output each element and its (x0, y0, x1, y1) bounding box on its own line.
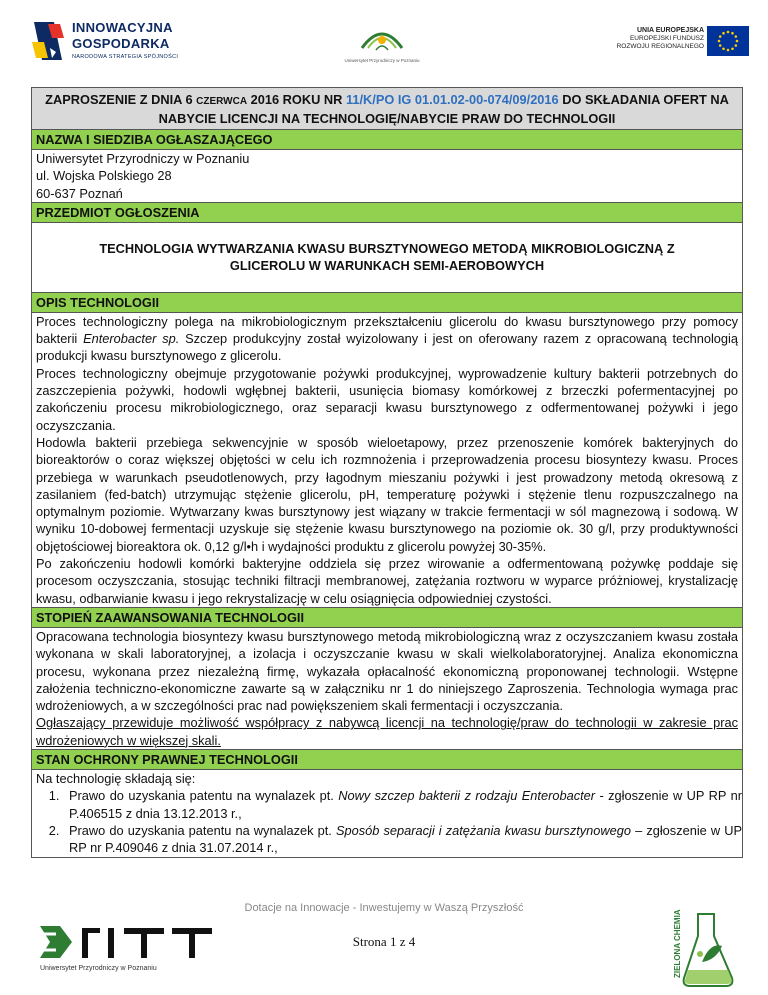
description-paragraph: Po zakończeniu hodowli komórki bakteryjne oddziela się przez wirowanie a odfermentowaną pożywkę poddaje się procesom oczyszczania, stosując techniki filtracji membranowej, zatężania roztworu w wyparce próżniowej, krystalizację kwasu, odbarwianie kwasu i jego rekrystalizację w celu osiągnięcia odpowiedniej czystości. (36, 556, 738, 606)
announcer-line: ul. Wojska Polskiego 28 (36, 168, 172, 184)
section-title-description: OPIS TECHNOLOGII (32, 292, 742, 313)
cooperation-note: Ogłaszający przewiduje możliwość współpracy z nabywcą licencji na technologię/praw do technologii w zakresie prac wdrożeniowych w większej skali. (36, 715, 738, 748)
advancement-paragraph: Opracowana technologia biosyntezy kwasu bursztynowego metodą mikrobiologiczną wraz z oczyszczaniem kwasu została wykonana w skali laboratoryjnej, a izolacja i oczyszczanie kwasu w skali wielkolaboratoryjnej. Analiza ekonomiczna procesu, wykonana przez niezależną firmę, wykazała opłacalność ekonomiczną proponowanej technologii. Wstępne założenia techniczno-ekonomiczne zawarte są w załączniku nr 1 do niniejszego Zaproszenia. Technologia wymaga prac wdrożeniowych, a w szczególności prac nad powiększeniem skali fermentacji i oczyszczania. (36, 628, 738, 714)
eu-logo-line2: EUROPEJSKI FUNDUSZ (629, 35, 704, 42)
announcer-line: Uniwersytet Przyrodniczy w Poznaniu (36, 151, 250, 166)
description-paragraph (32, 313, 742, 365)
eu-logo-line1: UNIA EUROPEJSKA (636, 27, 704, 34)
description-paragraph: Proces technologiczny obejmuje przygotowanie pożywki produkcyjnej, wyprowadzenie kultury bakterii potrzebnych do zaszczepienia pożywki, hodowli wgłębnej bakterii, usunięcia biomasy komórkowej z brzeczki pofermentacyjnej po zakończeniu procesu mikrobiologicznego, oraz separacji kwasu bursztynowego z odfermentowanej pożywki i jego oczyszczania. (36, 365, 738, 433)
heading-part1: ZAPROSZENIE Z DNIA 6 (45, 92, 197, 107)
zielona-chemia-logo (672, 906, 744, 990)
patent-text: Prawo do uzyskania patentu na wynalazek pt. (69, 822, 336, 838)
patent-list (32, 787, 742, 856)
announcer-line: 60-637 Poznań (36, 185, 123, 201)
patent-text: – zgłoszenie w UP RP nr P.409046 z dnia 31.07.2014 r., (69, 822, 742, 856)
bacteria-name: Enterobacter sp. (83, 331, 180, 347)
header-logos (0, 0, 768, 80)
description-paragraph: Hodowla bakterii przebiega sekwencyjnie w sposób wieloetapowy, przez przenoszenie komórek bakteryjnych do bioreaktorów o coraz większej objętości w celu ich rozmnożenia i przeprowadzenia procesu biosyntezy kwasu. Proces przebiega w warunkach pseudotlenowych, przy łagodnym mieszaniu pożywki i jest prowadzony metodą okresową z zasilaniem (fed-batch) utrzymując stężenie glicerolu, pH, temperaturę pożywki i stężenie tlenu rozpuszczalnego na optymalnym poziomie. Wytwarzany kwas bursztynowy jest wiązany w trakcie fermentacji w sól magnezową i sodową. W wyniku 10-dobowej fermentacji uzyskuje się stężenie kwasu bursztynowego na poziomie ok. 30 g/l, przy produktywności objętościowej bioreaktora ok. 0,12 g/l•h i wydajności produktu z glicerolu powyżej 30-35%. (36, 434, 738, 554)
patent-item (63, 787, 742, 822)
heading-month: CZERWCA (196, 96, 248, 107)
section-title-protection: STAN OCHRONY PRAWNEJ TECHNOLOGII (32, 749, 742, 770)
ig-logo-mark-icon (30, 18, 66, 64)
patent-title: Sposób separacji i zatężania kwasu bursztynowego (335, 822, 632, 838)
eitt-logo (32, 920, 222, 980)
university-logo (342, 18, 422, 76)
technology-title: TECHNOLOGIA WYTWARZANIA KWASU BURSZTYNOWEGO METODĄ MIKROBIOLOGICZNĄ Z GLICEROLU W WARUNKACH SEMI-AEROBOWYCH (99, 240, 675, 273)
announcement-frame (31, 87, 743, 858)
eu-logo-line3: ROZWOJU REGIONALNEGO (616, 43, 704, 50)
patent-title: Nowy szczep bakterii z rodzaju Enterobacter (338, 788, 596, 804)
eu-logo (608, 26, 748, 66)
section-title-announcer: NAZWA I SIEDZIBA OGŁASZAJĄCEGO (32, 130, 742, 150)
ig-logo-line3: NARODOWA STRATEGIA SPÓJNOŚCI (72, 54, 179, 60)
announcer-address (32, 150, 742, 202)
university-emblem-icon (342, 18, 422, 58)
zc-logo-text: ZIELONA CHEMIA (673, 909, 682, 978)
heading-number: 11/K/PO IG 01.01.02-00-074/09/2016 (345, 92, 559, 107)
patent-text: - zgłoszenie w UP RP nr P.406515 z dnia 13.12.2013 r., (69, 788, 742, 821)
innowacyjna-gospodarka-logo (30, 18, 180, 64)
patent-item (63, 822, 742, 857)
description-text: Proces technologiczny polega na mikrobiologicznym przekształceniu glicerolu do kwasu bursztynowego przy pomocy bakterii (36, 313, 738, 347)
heading-part2: 2016 ROKU NR (247, 92, 346, 107)
footer-slogan: Dotacje na Innowacje - Inwestujemy w Waszą Przyszłość (244, 902, 524, 914)
patent-text: Prawo do uzyskania patentu na wynalazek pt. (69, 788, 339, 804)
protection-intro: Na technologię składają się: (36, 771, 196, 787)
zielona-chemia-icon (672, 906, 744, 990)
eu-logo-text (608, 27, 704, 51)
ig-logo-line2: GOSPODARKA (72, 36, 170, 51)
section-title-advancement: STOPIEŃ ZAAWANSOWANIA TECHNOLOGII (32, 607, 742, 628)
eu-flag-icon (707, 26, 749, 56)
eitt-logo-caption: Uniwersytet Przyrodniczy w Poznaniu (40, 965, 157, 972)
section-title-subject: PRZEDMIOT OGŁOSZENIA (32, 202, 742, 223)
announcement-heading (32, 88, 742, 130)
university-logo-caption: Uniwersytet Przyrodniczy w Poznaniu (344, 58, 420, 63)
ig-logo-line1: INNOWACYJNA (72, 20, 173, 35)
heading-part3: DO SKŁADANIA OFERT NA NABYCIE LICENCJI NA TECHNOLOGIĘ/NABYCIE PRAW DO TECHNOLOGII (158, 92, 729, 126)
page-number: Strona 1 z 4 (352, 934, 416, 949)
description-text: Szczep produkcyjny został wyizolowany i jest on oferowany razem z opracowaną technologią produkcji kwasu bursztynowego z glicerolu. (36, 331, 738, 364)
